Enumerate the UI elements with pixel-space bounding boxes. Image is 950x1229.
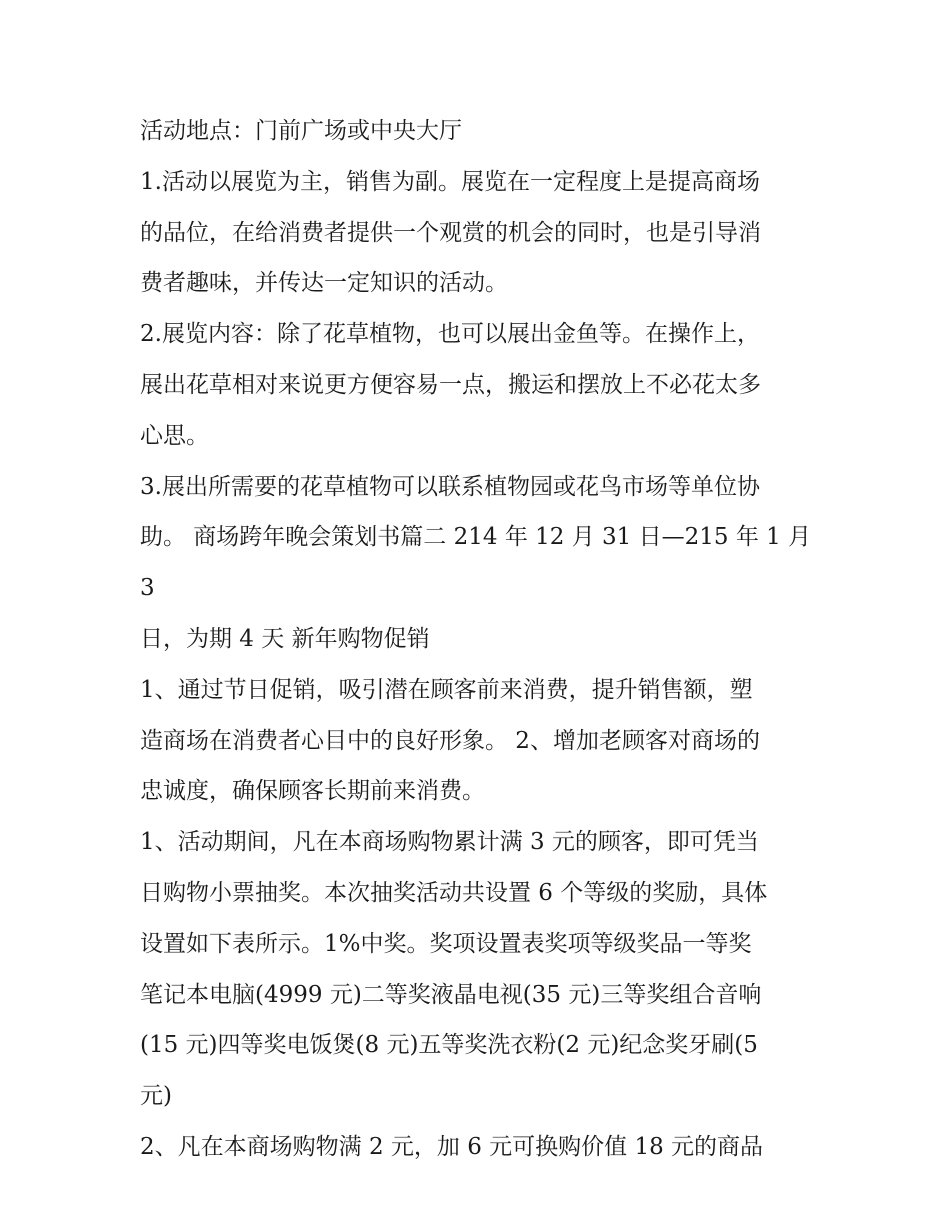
paragraph-goals: 1、通过节日促销，吸引潜在顾客前来消费，提升销售额，塑 造商场在消费者心目中的良好形象。 2、增加老顾客对商场的 忠诚度，确保顾客长期前来消费。 [140, 676, 760, 805]
paragraph-exhibition-purpose: 1.活动以展览为主，销售为副。展览在一定程度上是提高商场 的品位，在给消费者提供一个观赏的机会的同时，也是引导消 费者趣味，并传达一定知识的活动。 [140, 168, 761, 297]
paragraph-plants-and-schedule: 3.展出所需要的花草植物可以联系植物园或花鸟市场等单位协 助。 商场跨年晚会策划书篇二 214 年 12 月 31 日—215 年 1 月 3 日，为期 4 天 新年购物促销 [140, 473, 812, 652]
paragraph-exhibition-content: 2.展览内容：除了花草植物，也可以展出金鱼等。在操作上， 展出花草相对来说更方便容易一点，搬运和摆放上不必花太多 心思。 [140, 321, 761, 449]
paragraph-location: 活动地点：门前广场或中央大厅 [140, 118, 462, 144]
paragraph-lottery: 1、活动期间，凡在本商场购物累计满 3 元的顾客，即可凭当 日购物小票抽奖。本次抽奖活动共设置 6 个等级的奖励，具体 设置如下表所示。1%中奖。奖项设置表奖项等级奖品一等奖 笔记本电脑(4999 元)二等奖液晶电视(35 元)三等奖组合音响 (15 元)四等奖电饭煲(8 元)五等奖洗衣粉(2 元)纪念奖牙刷(5 元) [140, 829, 768, 1110]
paragraph-exchange: 2、凡在本商场购物满 2 元，加 6 元可换购价值 18 元的商品 [140, 1133, 764, 1160]
document-body [140, 106, 820, 1173]
